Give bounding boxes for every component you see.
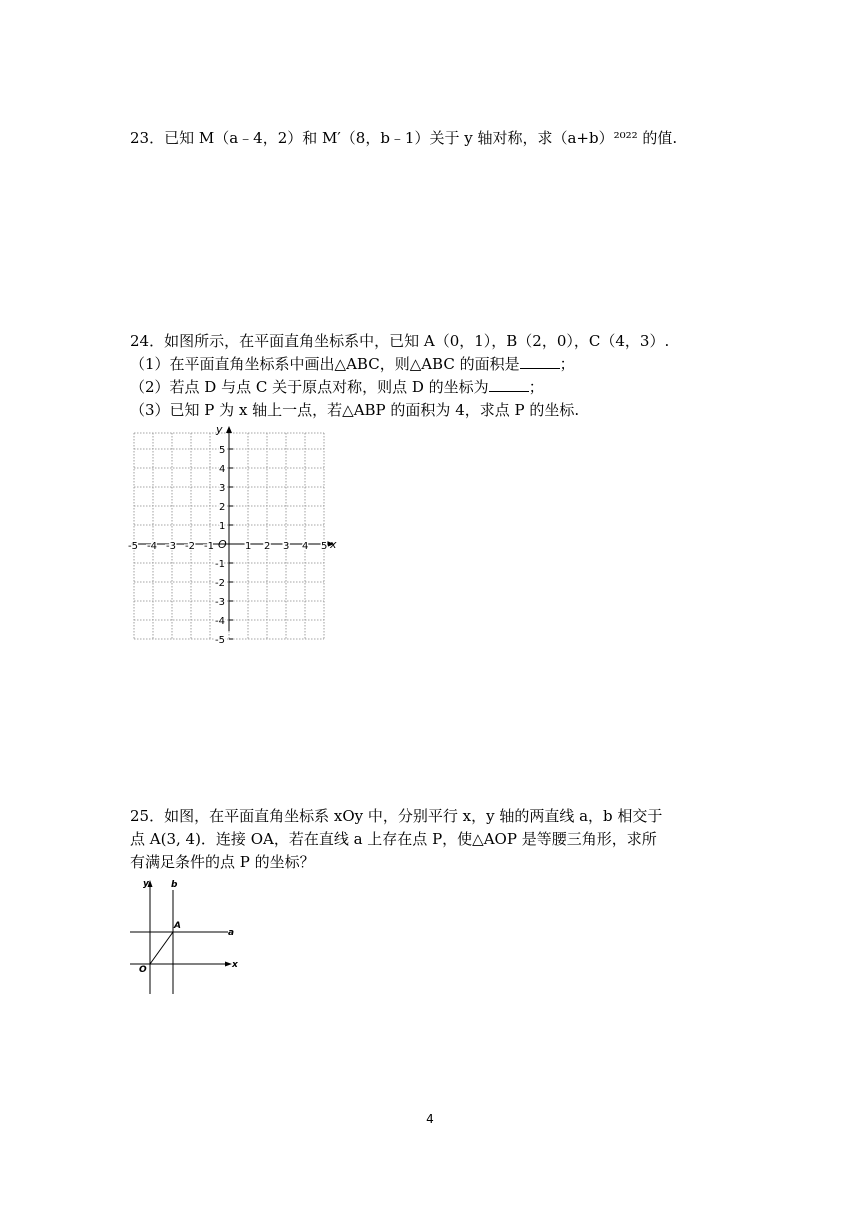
y-tick-label: 5: [219, 445, 226, 456]
origin-label: O: [218, 538, 227, 551]
question-25-line-3: [130, 852, 315, 872]
y-tick-label: 3: [219, 483, 226, 494]
x-tick-label: 2: [264, 541, 271, 552]
y-axis-arrow: [226, 426, 232, 433]
question-24-part-1: [130, 354, 575, 374]
label-O: O: [139, 965, 147, 975]
question-25-line-1: [130, 806, 662, 826]
y-tick-label: -1: [215, 559, 225, 570]
label-y: y: [143, 879, 149, 889]
x-tick-label: -5: [128, 541, 138, 552]
x-tick-label: 4: [302, 541, 309, 552]
x-axis-label: x: [330, 538, 337, 551]
y-tick-label: -5: [215, 635, 225, 646]
coordinate-grid-figure: [128, 423, 343, 646]
part-2-end: ；: [528, 378, 544, 396]
y-tick-label: -4: [215, 616, 225, 627]
x-tick-label: -3: [166, 541, 176, 552]
answer-blank: [489, 377, 529, 392]
question-24-part-2: [130, 377, 544, 397]
question-24-part-3: [130, 400, 579, 420]
part-1-end: ；: [559, 355, 575, 373]
x-tick-label: -4: [147, 541, 157, 552]
answer-blank: [520, 354, 560, 369]
y-axis-label: y: [216, 423, 223, 436]
x-tick-label: -2: [185, 541, 195, 552]
label-a: a: [228, 928, 235, 938]
question-23: [130, 128, 677, 148]
x-tick-label: -1: [204, 541, 214, 552]
x-axis-arrow: [225, 962, 232, 967]
question-25-text-1: 25．如图，在平面直角坐标系 xOy 中，分别平行 x，y 轴的两直线 a，b 相交于: [130, 807, 663, 825]
y-tick-label: 2: [219, 502, 226, 513]
part-1-text: （1）在平面直角坐标系中画出△ABC，则△ABC 的面积是: [130, 355, 520, 373]
x-tick-label: 3: [283, 541, 290, 552]
x-tick-label: 1: [245, 541, 252, 552]
y-tick-label: 4: [219, 464, 226, 475]
page-number: 4: [426, 1112, 434, 1126]
question-25-line-2: [130, 829, 657, 849]
label-x: x: [232, 960, 238, 970]
segment-oa: [150, 932, 173, 964]
question-24-stem: [130, 331, 669, 351]
y-tick-label: -2: [215, 578, 225, 589]
part-2-text: （2）若点 D 与点 C 关于原点对称，则点 D 的坐标为: [130, 378, 489, 396]
question-24-stem-text: 24．如图所示，在平面直角坐标系中，已知 A（0，1），B（2，0），C（4，3）.: [130, 332, 670, 350]
question-25-text-2: 点 A(3, 4)．连接 OA，若在直线 a 上存在点 P，使△AOP 是等腰三角形，求所: [130, 830, 657, 848]
part-3-text: （3）已知 P 为 x 轴上一点，若△ABP 的面积为 4，求点 P 的坐标.: [130, 401, 580, 419]
question-25-text-3: 有满足条件的点 P 的坐标？: [130, 853, 315, 871]
y-tick-label: 1: [219, 521, 226, 532]
y-tick-label: -3: [215, 597, 225, 608]
label-b: b: [171, 880, 178, 890]
lines-figure: [128, 876, 243, 998]
question-23-text: 23．已知 M（a﹣4，2）和 M′（8，b﹣1）关于 y 轴对称，求（a+b）²⁰²² 的值.: [130, 129, 678, 147]
label-A: A: [174, 921, 181, 931]
x-tick-label: 5: [321, 541, 328, 552]
